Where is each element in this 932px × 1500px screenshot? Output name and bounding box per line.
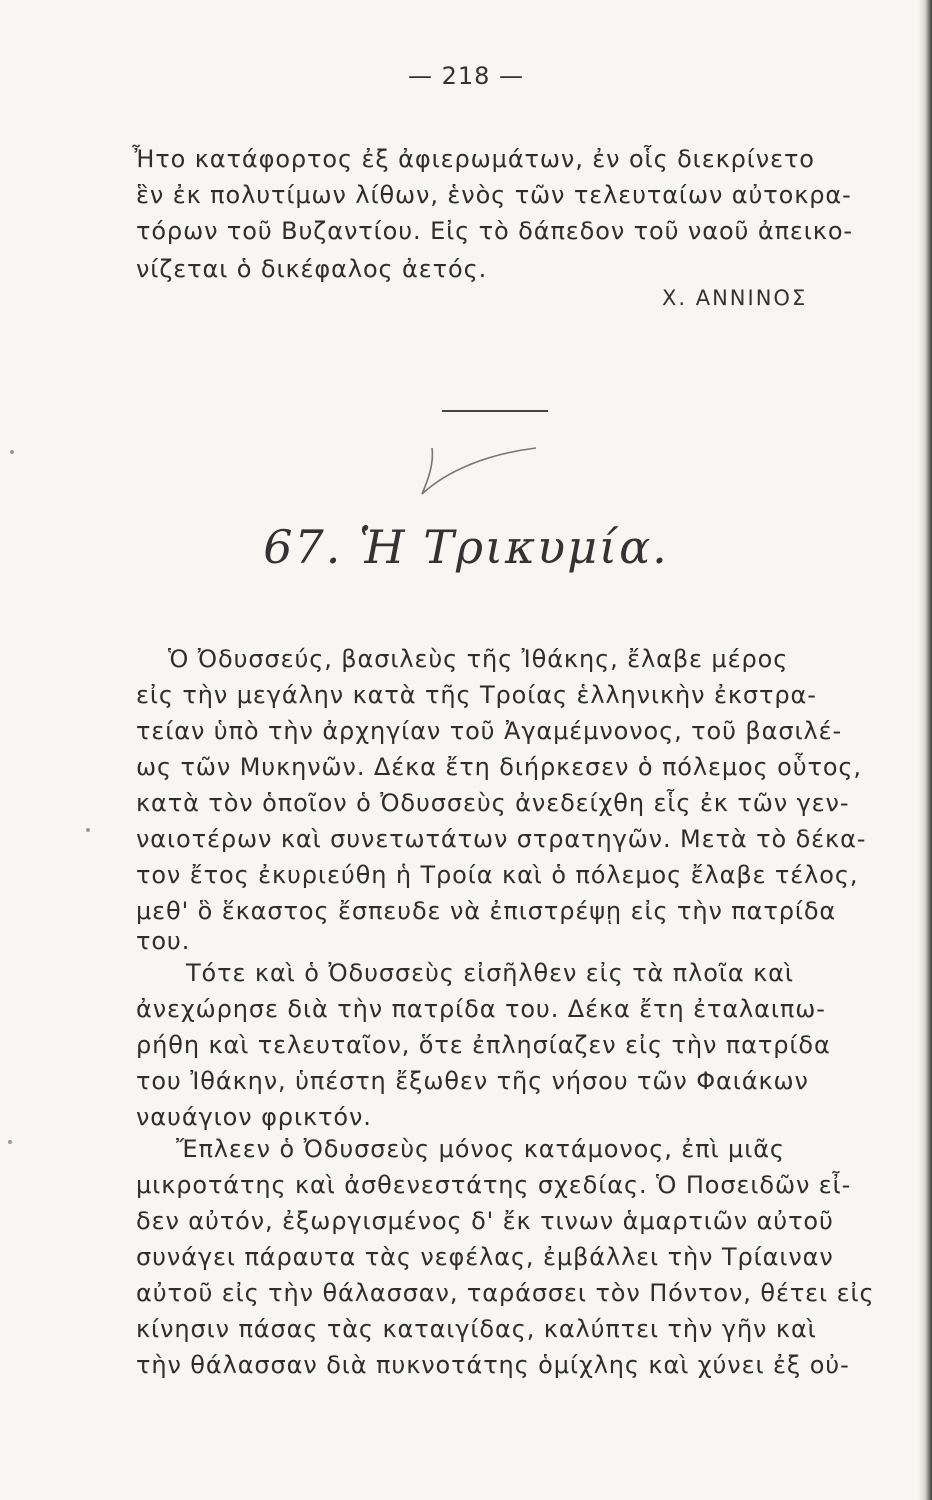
text-line: του. [136, 927, 191, 955]
text-line: του Ἰθάκην, ὑπέστη ἔξωθεν τῆς νήσου τῶν Φαιάκων [136, 1067, 809, 1095]
text-line: τὴν θάλασσαν διὰ πυκνοτάτης ὁμίχλης καὶ χύνει ἐξ οὐ- [136, 1351, 850, 1379]
pencil-check-mark [418, 440, 538, 500]
chapter-heading: 67. Ἡ Τρικυμία. [263, 520, 669, 574]
text-line: κατὰ τὸν ὁποῖον ὁ Ὀδυσσεὺς ἀνεδείχθη εἷς ἐκ τῶν γεν- [136, 789, 850, 817]
text-line: τείαν ὑπὸ τὴν ἀρχηγίαν τοῦ Ἀγαμέμνονος, τοῦ βασιλέ- [136, 717, 843, 745]
page-binding-edge [918, 0, 932, 1500]
paper-speck [10, 450, 14, 454]
text-line: ναιοτέρων καὶ συνετωτάτων στρατηγῶν. Μετὰ τὸ δέκα- [136, 825, 867, 853]
paper-speck [86, 828, 90, 832]
text-line: ναυάγιον φρικτόν. [136, 1103, 372, 1131]
text-line: κίνησιν πάσας τὰς καταιγίδας, καλύπτει τὴν γῆν καὶ [136, 1315, 817, 1343]
text-line: ρήθη καὶ τελευταῖον, ὅτε ἐπλησίαζεν εἰς τὴν πατρίδα [136, 1031, 831, 1059]
text-line: τόρων τοῦ Βυζαντίου. Εἰς τὸ δάπεδον τοῦ ναοῦ ἀπεικο- [136, 217, 853, 245]
text-line: εἰς τὴν μεγάλην κατὰ τῆς Τροίας ἑλληνικὴν ἐκστρα- [136, 681, 817, 709]
text-line: τον ἔτος ἐκυριεύθη ἡ Τροία καὶ ὁ πόλεμος ἔλαβε τέλος, [136, 861, 859, 889]
text-line: αὐτοῦ εἰς τὴν θάλασσαν, ταράσσει τὸν Πόντον, θέτει εἰς [136, 1279, 875, 1307]
text-line: Ἔπλεεν ὁ Ὀδυσσεὺς μόνος κατάμονος, ἐπὶ μιᾶς [176, 1135, 785, 1163]
text-line: δεν αὐτόν, ἐξωργισμένος δ' ἔκ τινων ἁμαρτιῶν αὐτοῦ [136, 1207, 834, 1235]
author-signature: Χ. ΑΝΝΙΝΟΣ [662, 286, 808, 310]
section-divider [442, 410, 548, 412]
text-line: μεθ' ὃ ἕκαστος ἔσπευδε νὰ ἐπιστρέψῃ εἰς τὴν πατρίδα [136, 897, 837, 925]
text-line: νίζεται ὁ δικέφαλος ἀετός. [136, 255, 488, 283]
text-line: συνάγει πάραυτα τὰς νεφέλας, ἐμβάλλει τὴν Τρίαιναν [136, 1243, 834, 1271]
text-line: Τότε καὶ ὁ Ὀδυσσεὺς εἰσῆλθεν εἰς τὰ πλοῖα καὶ [186, 959, 794, 987]
text-line: Ὁ Ὀδυσσεύς, βασιλεὺς τῆς Ἰθάκης, ἔλαβε μέρος [168, 645, 789, 673]
text-line: μικροτάτης καὶ ἀσθενεστάτης σχεδίας. Ὁ Ποσειδῶν εἶ- [136, 1171, 852, 1199]
text-line: ἓν ἐκ πολυτίμων λίθων, ἑνὸς τῶν τελευταίων αὐτοκρα- [136, 181, 852, 209]
text-line: Ἦτο κατάφορτος ἐξ ἀφιερωμάτων, ἐν οἷς διεκρίνετο [132, 145, 815, 173]
paper-speck [8, 1140, 12, 1144]
page-number: — 218 — [407, 62, 525, 90]
text-line: ἀνεχώρησε διὰ τὴν πατρίδα του. Δέκα ἔτη ἐταλαιπω- [136, 995, 826, 1023]
text-line: ως τῶν Μυκηνῶν. Δέκα ἔτη διήρκεσεν ὁ πόλεμος οὗτος, [136, 753, 862, 781]
